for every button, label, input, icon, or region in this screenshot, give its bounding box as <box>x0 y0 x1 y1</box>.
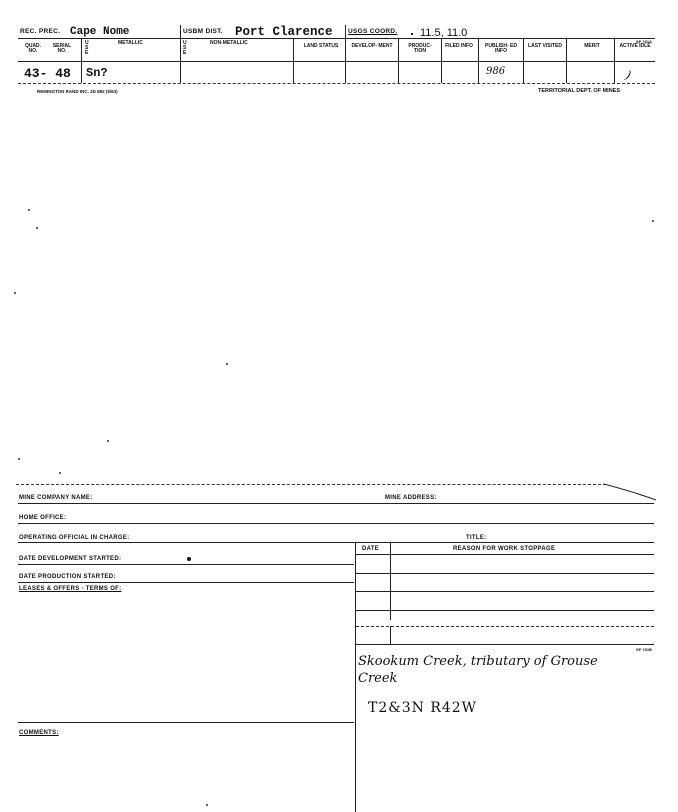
rec-prec-value: Cape Nome <box>70 26 130 38</box>
col-published-info: PUBLISH- ED INFO <box>485 43 517 54</box>
date-label: DATE <box>362 546 380 552</box>
usbm-dist-label: USBM DIST. <box>183 28 223 35</box>
reason-label: REASON FOR WORK STOPPAGE <box>453 546 556 552</box>
header-rule-bottom <box>18 83 655 84</box>
operating-official-label: OPERATING OFFICIAL IN CHARGE: <box>19 535 130 541</box>
col-metallic: METALLIC <box>118 40 143 46</box>
col-production: PRODUC- TION <box>408 43 432 54</box>
col-land-status: LAND STATUS <box>303 43 339 49</box>
record-published-info: 986 <box>486 66 506 77</box>
date-production-label: DATE PRODUCTION STARTED: <box>19 574 116 580</box>
speck <box>226 363 228 365</box>
col-last-visited: LAST VISITED <box>528 43 562 49</box>
usgs-coord-label: USGS COORD. <box>348 28 398 35</box>
speck <box>28 209 30 211</box>
leases-label: LEASES & OFFERS - TERMS OF: <box>19 586 122 592</box>
title-label: TITLE: <box>466 535 487 541</box>
col-quad-no: QUAD. NO. <box>24 43 42 54</box>
printer-imprint: REMINGTON RAND INC. 2D 882 (5/63) <box>37 89 118 94</box>
record-active-idle: ) <box>623 67 633 83</box>
date-development-label: DATE DEVELOPMENT STARTED: <box>19 556 122 562</box>
handwritten-location: Skookum Creek, tributary of Grouse <box>358 654 598 669</box>
header-rule-top <box>18 38 655 39</box>
card-edge-curve <box>604 482 664 502</box>
speck <box>652 220 654 222</box>
col-filed-info: FILED INFO <box>445 43 473 49</box>
col-development: DEVELOP- MENT <box>351 43 393 49</box>
col-use-metallic: U S E <box>85 40 89 56</box>
rec-prec-label: REC. PREC. <box>20 28 61 35</box>
form-code-bottom: SP 781B <box>636 647 652 652</box>
bullet-dot <box>187 557 191 561</box>
usgs-coord-value: 11.5, 11.0 <box>420 27 468 39</box>
home-office-label: HOME OFFICE: <box>19 515 67 521</box>
usbm-dist-value: Port Clarence <box>235 25 333 39</box>
form-code-top: SP 781A <box>636 39 652 44</box>
record-quad-serial: 43- 48 <box>24 66 71 81</box>
col-active-idle: ACTIVE IDLE <box>619 43 651 49</box>
comments-label: COMMENTS: <box>19 730 59 736</box>
speck <box>36 227 38 229</box>
record-metallic: Sn? <box>86 66 108 80</box>
col-use-nonmetallic: U S E <box>183 40 187 56</box>
col-merit: MERIT <box>584 43 600 49</box>
speck <box>14 292 16 294</box>
speck <box>59 472 61 474</box>
col-serial-no: SERIAL NO. <box>52 43 72 54</box>
top-card <box>0 0 678 100</box>
col-non-metallic: NON-METALLIC <box>210 40 248 46</box>
mine-address-label: MINE ADDRESS: <box>385 495 437 501</box>
handwritten-location-cont: Creek <box>358 671 398 686</box>
back-card-edge <box>16 484 606 485</box>
speck <box>107 440 109 442</box>
territorial-dept: TERRITORIAL DEPT. OF MINES <box>538 88 620 94</box>
handwritten-township: T2&3N R42W <box>368 700 478 716</box>
mine-company-label: MINE COMPANY NAME: <box>19 495 93 501</box>
speck <box>18 458 20 460</box>
header-rule-mid <box>18 61 655 62</box>
back-card <box>0 478 678 812</box>
usgs-coord-dot <box>411 33 413 35</box>
